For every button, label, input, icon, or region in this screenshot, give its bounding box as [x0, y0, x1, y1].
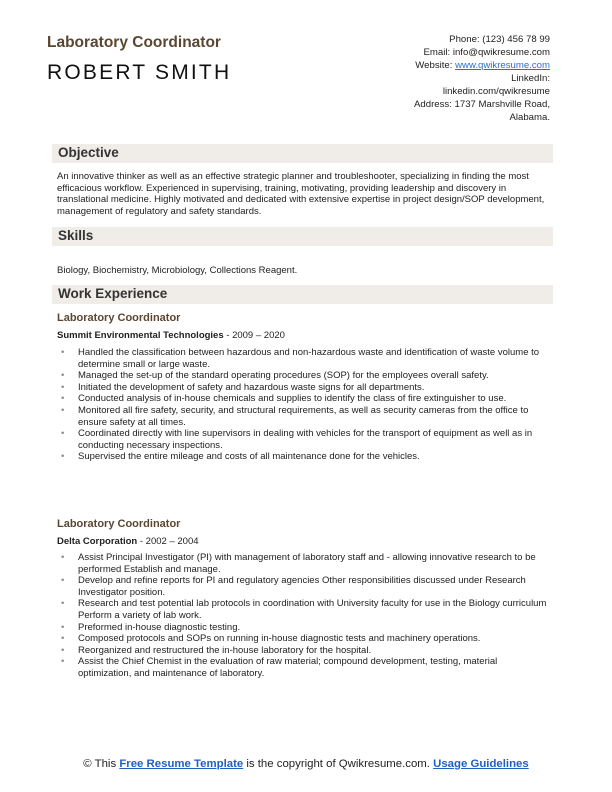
list-item: • Develop and refine reports for PI and regulatory agencies Other responsibilities discussed under Research Investigator position. — [61, 575, 549, 598]
skills-heading: Skills — [58, 228, 94, 243]
skills-section-header — [52, 227, 553, 246]
list-item: • Assist Principal Investigator (PI) with management of laboratory staff and - allowing innovative research to be performed Establish and manage. — [61, 552, 549, 575]
list-item: • Coordinated directly with line supervisors in dealing with vehicles for the transport of equipment as well as in conducting necessary inspections. — [61, 428, 549, 451]
contact-phone: Phone: (123) 456 78 99 — [449, 34, 550, 45]
job-bullets — [61, 347, 549, 463]
footer-prefix: © This — [83, 758, 120, 770]
list-item: • Composed protocols and SOPs on running in-house diagnostic tests and machinery operations. — [61, 633, 549, 645]
usage-guidelines-link[interactable]: Usage Guidelines — [433, 758, 529, 770]
contact-linkedin-label: LinkedIn: — [511, 73, 550, 84]
job-company-line — [57, 330, 285, 341]
job-role: Laboratory Coordinator — [57, 518, 181, 530]
list-item: • Supervised the entire mileage and costs of all maintenance done for the vehicles. — [61, 451, 549, 463]
footer-middle: is the copyright of Qwikresume.com. — [243, 758, 434, 770]
job-dates: - 2009 – 2020 — [223, 330, 285, 341]
list-item: • Initiated the development of safety and hazardous waste signs for all departments. — [61, 382, 549, 394]
website-label: Website: — [415, 60, 456, 71]
job-company-line — [57, 536, 199, 547]
work-section-header — [52, 285, 553, 304]
list-item: • Preformed in-house diagnostic testing. — [61, 622, 549, 634]
list-item: • Monitored all fire safety, security, and structural requirements, as well as security cameras from the office to ensure safety at all times. — [61, 405, 549, 428]
copyright-footer — [0, 757, 612, 771]
list-item: • Research and test potential lab protocols in coordination with University faculty for use in the Biology curriculum Perform a variety of lab work. — [61, 598, 549, 621]
list-item: • Handled the classification between hazardous and non-hazardous waste and identification of waste volume to determine small or large waste. — [61, 347, 549, 370]
contact-address-line2: Alabama. — [509, 112, 550, 123]
objective-text: An innovative thinker as well as an effective strategic planner and troubleshooter, specializing in finding the most efficacious workflow. Experienced in supervising, training, motivating, providing leadership and discovery in translational medicine. Highly motivated and dedicated with extensive expertise in project design/SOP development, management of regulatory and safety standards. — [57, 171, 545, 217]
job-dates: - 2002 – 2004 — [137, 536, 199, 547]
company-name: Summit Environmental Technologies — [57, 330, 224, 341]
contact-linkedin-value: linkedin.com/qwikresume — [442, 86, 550, 97]
website-link[interactable]: www.qwikresume.com — [455, 60, 550, 71]
work-heading: Work Experience — [58, 286, 168, 301]
objective-heading: Objective — [58, 145, 119, 160]
list-item: • Managed the set-up of the standard operating procedures (SOP) for the employees overall safety. — [61, 370, 549, 382]
objective-section-header — [52, 144, 553, 163]
candidate-name: ROBERT SMITH — [47, 61, 232, 84]
skills-text: Biology, Biochemistry, Microbiology, Collections Reagent. — [57, 265, 298, 276]
job-bullets — [61, 552, 549, 680]
contact-address-line1: Address: 1737 Marshville Road, — [414, 99, 550, 110]
list-item: • Conducted analysis of in-house chemicals and supplies to identify the class of fire extinguisher to use. — [61, 393, 549, 405]
company-name: Delta Corporation — [57, 536, 138, 547]
job-role: Laboratory Coordinator — [57, 312, 181, 324]
list-item: • Assist the Chief Chemist in the evaluation of raw material; compound development, testing, material optimization, and maintenance of laboratory. — [61, 656, 549, 679]
list-item: • Reorganized and restructured the in-house laboratory for the hospital. — [61, 645, 549, 657]
contact-block — [290, 33, 550, 124]
free-resume-template-link[interactable]: Free Resume Template — [119, 758, 244, 770]
contact-email: Email: info@qwikresume.com — [423, 47, 550, 58]
contact-website — [290, 59, 550, 72]
job-title: Laboratory Coordinator — [47, 34, 221, 51]
